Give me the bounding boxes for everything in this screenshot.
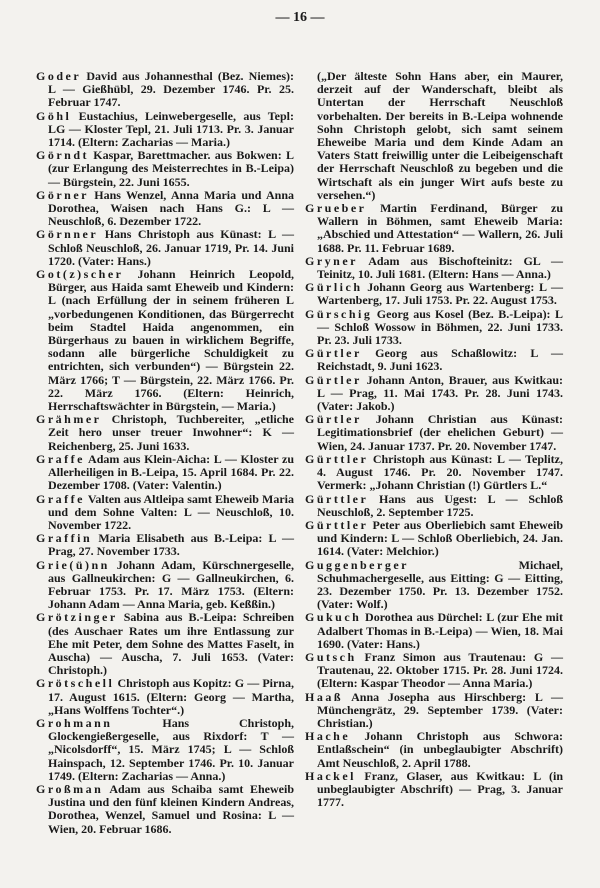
register-entry <box>36 110 294 150</box>
entry-surname: Görnner <box>36 227 99 242</box>
entry-surname: Gukuch <box>305 610 362 625</box>
right-column <box>305 70 563 809</box>
register-entry <box>36 532 294 558</box>
register-entry <box>36 677 294 717</box>
register-entry <box>36 493 294 533</box>
register-entry <box>36 453 294 493</box>
register-entry <box>305 281 563 307</box>
register-entry <box>305 493 563 519</box>
entry-surname: Gürtler <box>305 346 362 361</box>
entry-surname: Grötschell <box>36 676 115 691</box>
entry-surname: Gutsch <box>305 649 357 664</box>
entry-surname: Görndt <box>36 148 90 163</box>
entry-text: Hans Christoph, Glockengießergeselle, aus Rixdorf: T — „Nicolsdorff“, 15. März 1745; L — Schloß Hainspach, 12. September 1746. Pr. 10. Januar 1749. (Eltern: Zacharias — Anna.) <box>48 715 294 783</box>
register-entry <box>305 308 563 348</box>
entry-surname: Hache <box>305 729 351 744</box>
entry-text: Georg aus Kosel (Bez. B.-Leipa): L — Schloß Wossow in Böhmen, 22. Juni 1733. Pr. 23. Juli 1733. <box>317 306 564 348</box>
entry-surname: Grohmann <box>36 715 113 730</box>
entry-text: Johann Georg aus Wartenberg: L — Wartenberg, 17. Juli 1753. Pr. 22. August 1753. <box>317 280 563 308</box>
entry-text: Michael, Schuhmachergeselle, aus Eitting: G — Eitting, 23. Dezember 1750. Pr. 13. Dezember 1752. (Vater: Wolf.) <box>317 557 563 612</box>
entry-text: Hans aus Ugest: L — Schloß Neuschloß, 2. September 1725. <box>317 491 564 519</box>
entry-text: Adam aus Bischofteinitz: GL — Teinitz, 10. Juli 1681. (Eltern: Hans — Anna.) <box>317 253 563 282</box>
page-number: — 16 — <box>275 10 325 25</box>
entry-text: Adam aus Klein-Aicha: L — Kloster zu Allerheiligen in B.-Leipa, 15. April 1684. Pr. 22. Dezember 1708. (Vater: Valentin.) <box>48 451 294 493</box>
register-entry <box>305 413 563 453</box>
entry-surname: Gürtler <box>305 372 362 387</box>
entry-text: Johann Christian aus Künast: Legitimationsbrief (der ehelichen Geburt) — Wien, 24. Januar 1737. Pr. 20. November 1747. <box>317 412 563 453</box>
register-entry <box>36 189 294 229</box>
register-entry <box>305 453 563 493</box>
continuation-text: („Der älteste Sohn Hans aber, ein Maurer, derzeit auf der Wanderschaft, bleibt als Untertan der Herrschaft Neuschloß vorbehalten. Der bereits in B.-Leipa wohnende Sohn Christoph gelobt, sich samt seinem Eheweibe Maria und dem Kinde Adam an Vaters Statt freiwillig unter die Leibeigenschaft der Herrschaft Neuschloß zu begeben und die Wirtschaft als ein junger Wirt aufs beste zu versehen.“) <box>317 69 563 202</box>
entry-surname: Großman <box>36 781 104 796</box>
entry-surname: Got(z)scher <box>36 267 124 282</box>
register-entry <box>36 70 294 110</box>
entry-text: Adam aus Schaiba samt Eheweib Justina und den fünf kleinen Kindern Andreas, Dorothea, Wenzel, Samuel und Rosina: L — Wien, 20. Februar 1686. <box>48 781 295 836</box>
register-entry <box>36 717 294 783</box>
entry-text: Franz Simon aus Trautenau: G — Trautenau, 22. Oktober 1715. Pr. 28. Juni 1724. (Eltern: Kaspar Theodor — Anna Maria.) <box>317 649 564 691</box>
register-entry <box>305 255 563 281</box>
entry-text: Sabina aus B.-Leipa: Schreiben (des Auschaer Rates um ihre Entlassung zur Ehe mit Peter, dem Sohne des Mattes Faselt, in Auscha) — Auscha, 7. Juli 1653. (Vater: Christoph.) <box>48 610 294 678</box>
register-entry <box>305 559 563 612</box>
entry-text: Hans Christoph aus Künast: L — Schloß Neuschloß, 26. Januar 1719, Pr. 14. Juni 1720. (Vater: Hans.) <box>48 227 294 268</box>
register-entry <box>36 783 294 836</box>
entry-surname: Gürttler <box>305 491 369 506</box>
register-entry <box>305 730 563 770</box>
entry-surname: Hackel <box>305 768 356 783</box>
entry-text: Dorothea aus Dürchel: L (zur Ehe mit Adalbert Thomas in B.-Leipa) — Wien, 18. Mai 1690. (Vater: Hans.) <box>317 610 564 651</box>
entry-text: Martin Ferdinand, Bürger zu Wallern in Böhmen, samt Eheweib Maria: „Abschied und Attestation“ — Wallern, 26. Juli 1688. Pr. 11. Februar 1689. <box>317 201 564 255</box>
register-entry <box>36 149 294 189</box>
entry-surname: Graffin <box>36 531 93 546</box>
entry-text: Peter aus Oberliebich samt Eheweib und Kindern: L — Schloß Oberliebich, 24. Jan. 1614. (Vater: Melchior.) <box>317 517 563 559</box>
entry-surname: Graffe <box>36 451 85 466</box>
entry-surname: Gürttler <box>305 517 369 532</box>
entry-surname: Gryner <box>305 253 358 268</box>
entry-text: Johann Heinrich Leopold, Bürger, aus Haida samt Eheweib und Kindern: L (nach Erfüllung der in seinem früheren L „vorbedungenen Konditionen, das Bürgerrecht beim Stadtel Haida angenommen, ein Bürgerhaus zu bauen in wirklichem Begriffe, sodann alle bürgerliche Schuldigkeit zu entrichten, sich verbunden“) — Bürgstein 22. März 1766; T — Bürgstein, 22. März 1766. Pr. 22. März 1766. (Eltern: Heinrich, Herrschaftswächter in Bürgstein, — Maria.) <box>48 267 294 414</box>
entry-surname: Grueber <box>305 201 367 216</box>
register-entry <box>36 228 294 268</box>
entry-surname: Grie(ü)nn <box>36 557 110 572</box>
entry-text: Johann Anton, Brauer, aus Kwitkau: L — Prag, 11. Mai 1743. Pr. 28. Juni 1743. (Vater: Jakob.) <box>317 372 563 414</box>
entry-text: Georg aus Schaßlowitz: L — Reichstadt, 9. Juni 1623. <box>317 346 564 374</box>
entry-surname: Grötzinger <box>36 610 118 625</box>
register-entry <box>36 559 294 612</box>
entry-surname: Goder <box>36 69 82 83</box>
register-entry <box>305 691 563 731</box>
entry-surname: Gürttler <box>305 451 369 466</box>
entry-surname: Gürschig <box>305 306 373 321</box>
entry-text: Christoph aus Kopitz: G — Pirna, 17. August 1615. (Eltern: Georg — Martha, „Hans Wolffens Tochter“.) <box>48 676 294 717</box>
entry-surname: Grähmer <box>36 412 102 427</box>
register-entry <box>305 519 563 559</box>
entry-surname: Görner <box>36 187 89 202</box>
entry-text: Christoph aus Künast: L — Teplitz, 4. August 1746. Pr. 20. November 1747. Vermerk: „Johann Christian (!) Gürtlers L.“ <box>317 451 564 493</box>
entry-text: David aus Johannesthal (Bez. Niemes): L — Gießhübl, 29. Dezember 1746. Pr. 25. Februar 1747. <box>48 69 294 110</box>
entry-surname: Gürlich <box>305 280 363 295</box>
entry-text: Johann Adam, Kürschnergeselle, aus Gallneukirchen: G — Gallneukirchen, 6. Februar 1753. Pr. 17. März 1753. (Eltern: Johann Adam — Anna Maria, geb. Keßßin.) <box>48 557 294 612</box>
entry-text: Hans Wenzel, Anna Maria und Anna Dorothea, Waisen nach Hans G.: L — Neuschloß, 6. Dezember 1722. <box>48 187 294 229</box>
entry-text: Maria Elisabeth aus B.-Leipa: L — Prag, 27. November 1733. <box>48 531 294 559</box>
register-entry <box>305 651 563 691</box>
entry-surname: Guggenberger <box>305 557 409 572</box>
register-entry <box>36 268 294 413</box>
entry-surname: Graffe <box>36 491 85 506</box>
entry-text: Johann Christoph aus Schwora: Entlaßschein“ (in unbeglaubigter Abschrift) Amt Neuschloß, 2. April 1788. <box>317 729 564 770</box>
entry-text: Franz, Glaser, aus Kwitkau: L (in unbeglaubigter Abschrift) — Prag, 3. Januar 1777. <box>317 768 563 810</box>
entry-surname: Gürtler <box>305 412 362 427</box>
entry-text: Anna Josepha aus Hirschberg: L — Münchengrätz, 29. September 1739. (Vater: Christian.) <box>317 689 563 730</box>
entry-surname: Haaß <box>305 689 344 704</box>
register-entry <box>305 202 563 255</box>
entry-text: Christoph, Tuchbereiter, „etliche Zeit hero unser treuer Inwohner“: K — Reichenberg, 25. Juni 1633. <box>48 412 294 453</box>
entry-surname: Göhl <box>36 108 72 123</box>
register-entry <box>305 347 563 373</box>
register-entry <box>36 611 294 677</box>
entry-text: Valten aus Altleipa samt Eheweib Maria und dem Sohne Valten: L — Neuschloß, 10. November 1722. <box>48 491 294 532</box>
entry-text: Kaspar, Barettmacher. aus Bokwen: L (zur Erlangung des Meisterrechtes in B.-Leipa) — Bürgstein, 22. Juni 1655. <box>48 148 294 189</box>
register-entry <box>305 770 563 810</box>
entry-text: Eustachius, Leinwebergeselle, aus Tepl: LG — Kloster Tepl, 21. Juli 1713. Pr. 3. Januar 1714. (Eltern: Zacharias — Maria.) <box>48 108 294 150</box>
register-entry <box>36 413 294 453</box>
register-entry <box>305 374 563 414</box>
register-entry <box>305 611 563 651</box>
left-column <box>36 70 294 836</box>
